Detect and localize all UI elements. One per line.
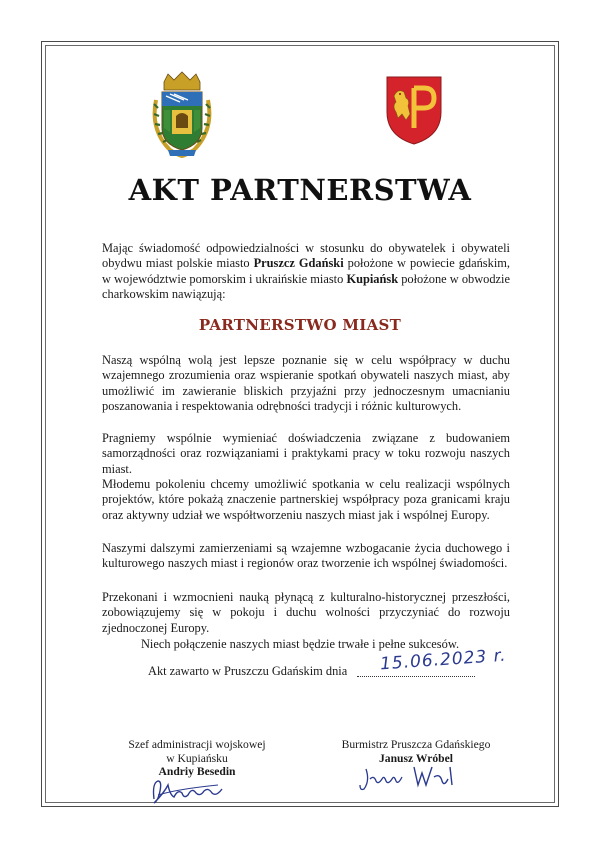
intro-paragraph: Mając świadomość odpowiedzialności w stosunku do obywatelek i obywateli obydwu miast polskie miasto Pruszcz Gdański położone w powiecie gdańskim, w województwie pomorskim i ukraińskie miasto Kupiańsk położone w obwodzie charkowskim nawiązują: — [102, 241, 510, 302]
city-name-kupiansk: Kupiańsk — [346, 271, 399, 286]
city-name-pruszcz: Pruszcz Gdański — [253, 256, 344, 271]
kupiansk-coat-of-arms — [150, 70, 214, 158]
signatory-right-name: Janusz Wróbel — [379, 751, 453, 765]
body-paragraph: Młodemu pokoleniu chcemy umożliwić spotkania w celu realizacji wspólnych projektów, które pokażą znaczenie partnerskiej współpracy poza granicami kraju oraz aktywny udział we współtworzeniu naszych miast jak i wspólnej Europy. — [102, 477, 510, 522]
document-title: AKT PARTNERSTWA — [128, 173, 472, 207]
closing-sentence: Niech połączenie naszych miast będzie trwałe i pełne sukcesów. — [140, 637, 460, 651]
signatory-left-name: Andriy Besedin — [158, 765, 236, 778]
signature-right — [356, 763, 456, 793]
body-paragraph: Przekonani i wzmocnieni nauką płynącą z kulturalno-historycznej przeszłości, zobowiązujemy się w pokoju i duchu wolności przyczyniać do rozwoju zjednoczonej Europy. — [102, 590, 510, 635]
signatory-right — [316, 738, 516, 765]
document-subtitle: PARTNERSTWO MIAST — [198, 316, 402, 334]
signature-left — [148, 773, 230, 807]
signatory-left-role-2: w Kupiańsku — [166, 751, 228, 765]
handwritten-date: 15.06.2023 r. — [379, 645, 508, 675]
signatory-right-role: Burmistrz Pruszcza Gdańskiego — [341, 738, 491, 751]
date-dotted-line — [357, 676, 475, 677]
date-label: Akt zawarto w Pruszczu Gdańskim dnia — [148, 664, 348, 678]
body-paragraph: Naszą wspólną wolą jest lepsze poznanie się w celu współpracy w duchu wzajemnego zrozumienia oraz wspieranie spotkań obywateli naszych miast, aby umożliwić im zawieranie bliskich przyjaźni przy jednoczesnym umacnianiu poszanowania i respektowania odrębności tradycji i różnic kulturowych. — [102, 353, 510, 414]
body-paragraph: Pragniemy wspólnie wymieniać doświadczenia związane z budowaniem samorządności oraz rozwiązaniami i praktykami pracy w toku rozwoju naszych miast. — [102, 431, 510, 476]
signatory-left-role-1: Szef administracji wojskowej — [128, 738, 266, 751]
pruszcz-gdanski-coat-of-arms — [384, 74, 444, 146]
inner-border — [45, 45, 555, 803]
body-paragraph: Naszymi dalszymi zamierzeniami są wzajemne wzbogacanie życia duchowego i kulturowego naszych miast i regionów oraz tworzenie ich wspólnej świadomości. — [102, 541, 510, 571]
